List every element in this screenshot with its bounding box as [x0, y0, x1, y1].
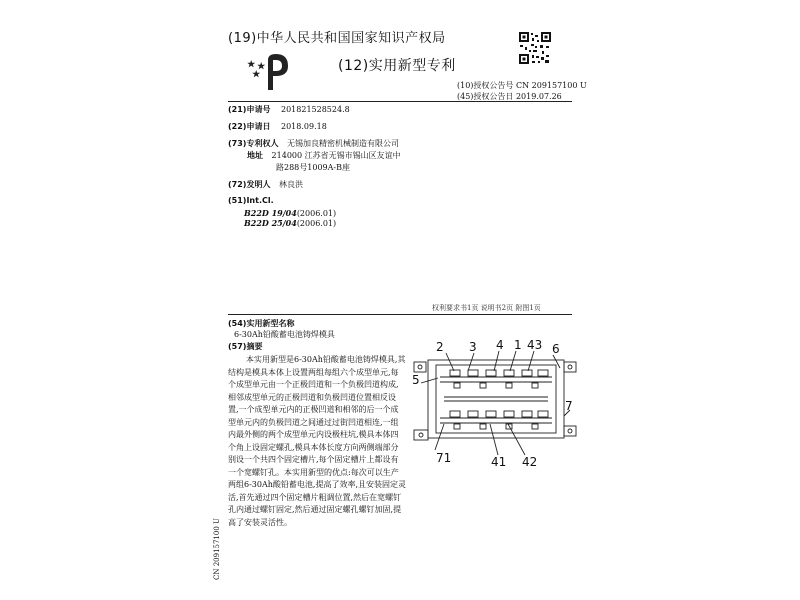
patent-owner: 无锡加良精密机械制造有限公司 — [287, 139, 399, 148]
publication-number: CN 209157100 U — [515, 81, 587, 90]
application-number-label: (21)申请号 — [228, 105, 271, 114]
qr-code-icon — [518, 31, 552, 65]
figure-label: 43 — [527, 338, 543, 352]
ipc-row — [244, 218, 336, 228]
figure-label: 7 — [565, 399, 573, 413]
publication-number-row — [457, 80, 587, 91]
mold-figure — [410, 338, 580, 470]
utility-name: 6-30Ah铅酸蓄电池铸焊模具 — [234, 330, 335, 339]
address-row — [247, 150, 401, 161]
figure-label: 41 — [491, 455, 507, 469]
ipc-row — [244, 208, 336, 218]
application-number-row — [228, 104, 350, 115]
inventor: 林良洪 — [279, 180, 303, 189]
address-line-2: 路288号1009A-B座 — [276, 163, 350, 172]
publication-number-label: (10)授权公告号 — [457, 81, 514, 90]
address-label: 地址 — [247, 151, 263, 160]
office-name: (19)中华人民共和国国家知识产权局 — [228, 31, 446, 46]
patent-owner-row — [228, 138, 399, 149]
filing-date-label: (22)申请日 — [228, 122, 271, 131]
figure-label: 1 — [514, 338, 522, 352]
filing-date-row — [228, 121, 327, 132]
utility-name-label: (54)实用新型名称 — [228, 319, 295, 328]
figure-label: 4 — [496, 338, 504, 352]
publication-date: 2019.07.26 — [515, 92, 562, 101]
figure-label: 3 — [469, 340, 477, 354]
application-number: 201821528524.8 — [281, 105, 350, 114]
figure-label: 42 — [522, 455, 538, 469]
figure-label: 6 — [552, 342, 560, 356]
publication-date-label: (45)授权公告日 — [457, 92, 514, 101]
header-divider — [228, 101, 572, 102]
cnipa-logo-icon — [246, 52, 292, 92]
abstract-text: 本实用新型是6-30Ah铅酸蓄电池铸焊模具,其结构是模具本体上设置两组每组六个成型单元,每个成型单元由一个正极凹道和一个负极凹道构成,相邻成型单元的正极凹道和负极凹道位置相反设置,一个成型单元内的正极凹道和相邻的后一个成型单元内的负极凹道之间通过过街凹道相连,一组内最外侧的两个成型单元内设极柱坑,模具本体四个角上设固定螺孔,模具本体长度方向两侧端部分别设一个共四个固定槽片,每个固定槽片上都设有一个宽螺钉孔。本实用新型的优点:每次可以生产两组6-30Ah酸铅蓄电池,提高了效率,且安装固定灵活,首先通过四个固定槽片粗调位置,然后在宽螺钉孔内通过螺钉固定,然后通过固定螺孔螺钉加固,提高了安装灵活性。 — [228, 355, 406, 527]
figure-label: 71 — [436, 451, 452, 465]
document-type: (12)实用新型专利 — [338, 58, 456, 74]
side-publication-number: CN 209157100 U — [213, 518, 221, 580]
filing-date: 2018.09.18 — [281, 122, 327, 131]
inventor-row — [228, 179, 303, 190]
patent-owner-label: (73)专利权人 — [228, 139, 279, 148]
figure-label: 5 — [412, 373, 420, 387]
abstract-divider — [228, 314, 572, 315]
inventor-label: (72)发明人 — [228, 180, 271, 189]
ipc-code: B22D 19/04 — [244, 208, 297, 218]
abstract-label: (57)摘要 — [228, 342, 263, 351]
intcl-label: (51)Int.Cl. — [228, 196, 274, 205]
address-line-1: 214000 江苏省无锡市锡山区友谊中 — [271, 151, 401, 160]
figure-label: 2 — [436, 340, 444, 354]
ipc-version: (2006.01) — [296, 219, 337, 228]
page-count-info: 权利要求书1页 说明书2页 附图1页 — [432, 304, 541, 312]
ipc-version: (2006.01) — [296, 209, 337, 218]
ipc-code: B22D 25/04 — [244, 218, 297, 228]
